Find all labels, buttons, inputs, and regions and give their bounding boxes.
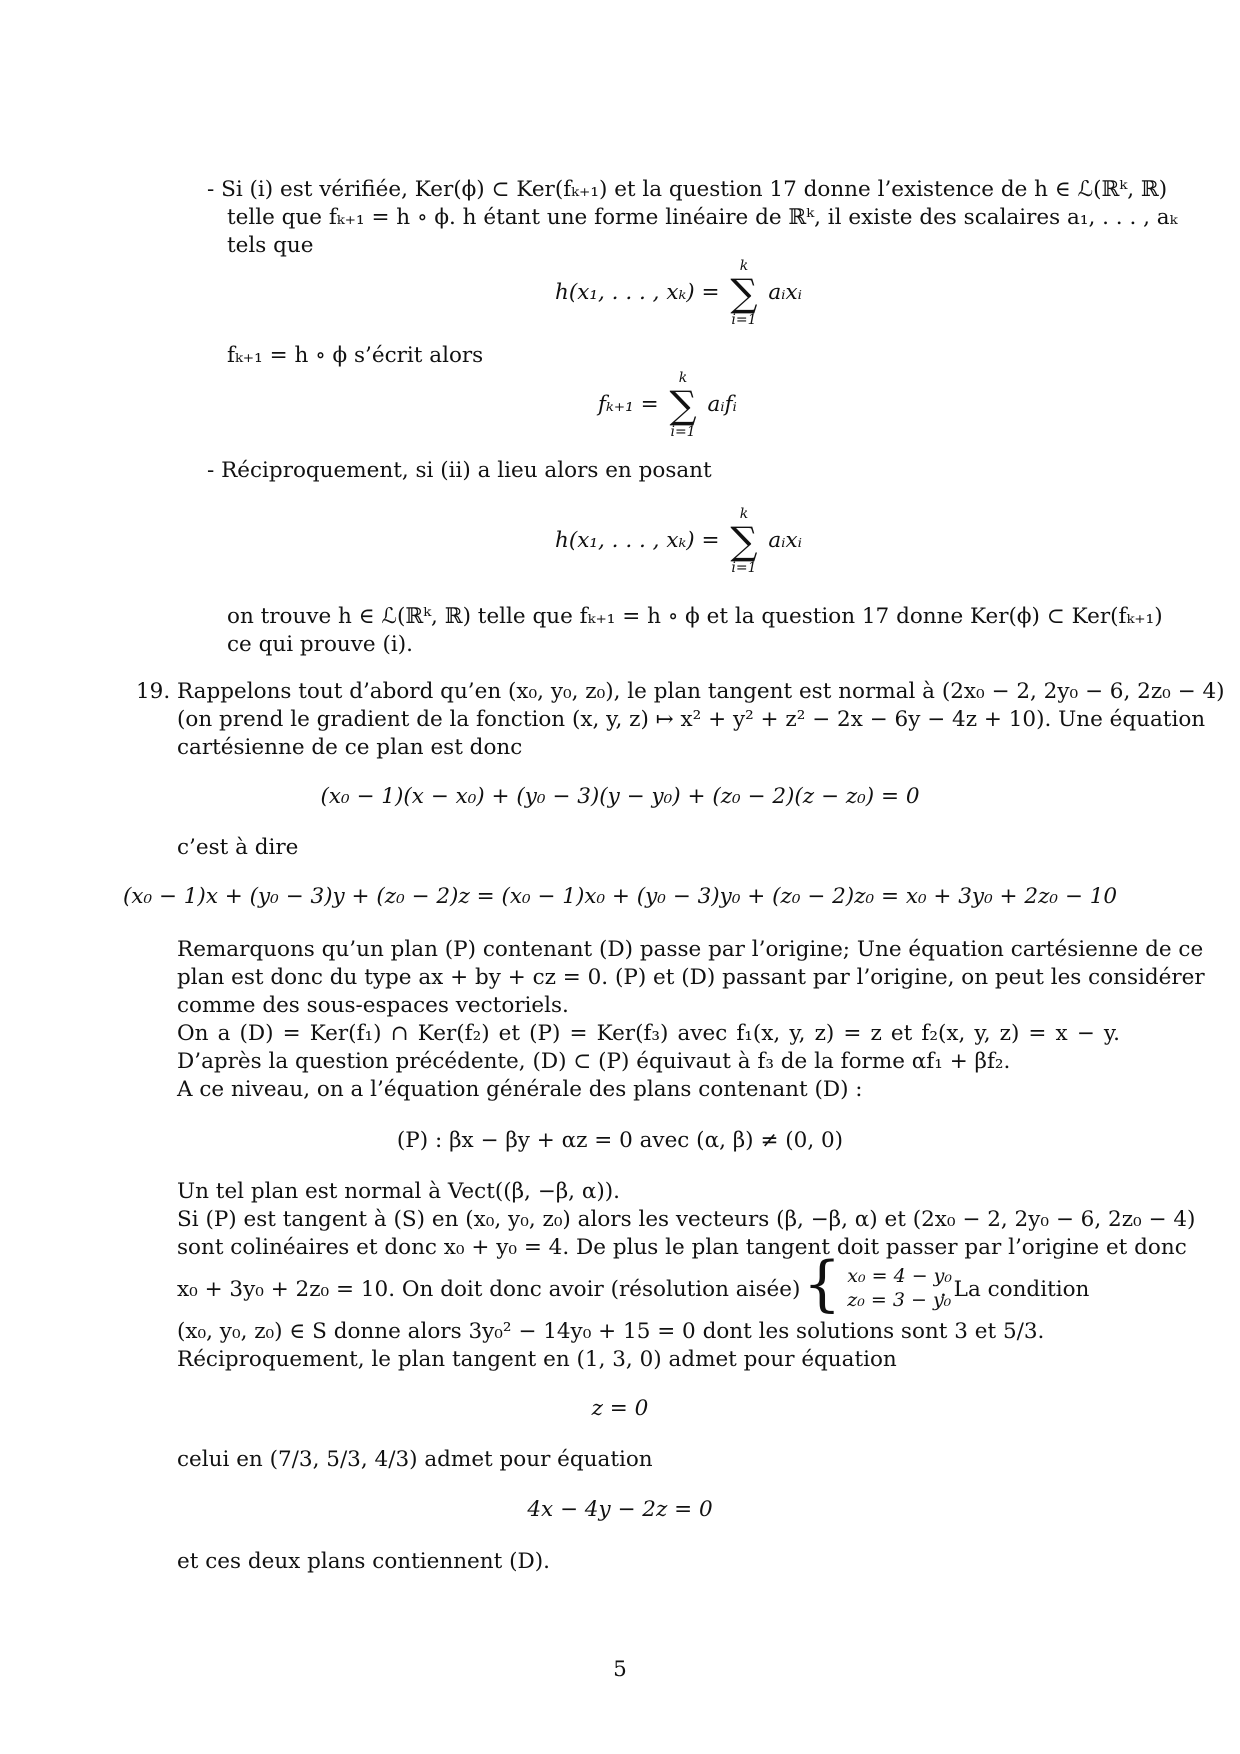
paragraph-line: - Si (i) est vérifiée, Ker(ϕ) ⊂ Ker(fₖ₊₁) et la question 17 donne l’existence de h ∈ ℒ(ℝᵏ, ℝ) [207, 177, 1168, 202]
paragraph-line: Réciproquement, le plan tangent en (1, 3, 0) admet pour équation [177, 1347, 897, 1372]
paragraph-line: on trouve h ∈ ℒ(ℝᵏ, ℝ) telle que fₖ₊₁ = h ∘ ϕ et la question 17 donne Ker(ϕ) ⊂ Ker(fₖ₊₁) [227, 604, 1163, 629]
paragraph-line: plan est donc du type ax + by + cz = 0. (P) et (D) passant par l’origine, on peut les considérer [177, 965, 1205, 990]
display-equation [555, 258, 802, 328]
paragraph-line: . La condition [940, 1277, 1090, 1302]
sum-term: aᵢxᵢ [768, 280, 802, 305]
paragraph-line: - Réciproquement, si (ii) a lieu alors en posant [207, 458, 712, 483]
equation-system [803, 1249, 953, 1319]
paragraph-line: Rappelons tout d’abord qu’en (x₀, y₀, z₀), le plan tangent est normal à (2x₀ − 2, 2y₀ − 6, 2z₀ − 4) [177, 679, 1225, 704]
system-rows [847, 1264, 952, 1312]
paragraph-line: Un tel plan est normal à Vect((β, −β, α)). [177, 1179, 620, 1204]
paragraph-line: celui en (7/3, 5/3, 4/3) admet pour équation [177, 1447, 653, 1472]
equation-lhs: h(x₁, . . . , xₖ) = [555, 280, 720, 305]
sum-operator: k ∑ i=1 [730, 506, 758, 576]
paragraph-line: sont colinéaires et donc x₀ + y₀ = 4. De plus le plan tangent doit passer par l’origine et donc [177, 1235, 1187, 1260]
paragraph-line: Remarquons qu’un plan (P) contenant (D) passe par l’origine; Une équation cartésienne de ce [177, 937, 1204, 962]
sum-operator: k ∑ i=1 [669, 370, 697, 440]
paragraph-line: comme des sous-espaces vectoriels. [177, 993, 569, 1018]
sum-lower: i=1 [731, 312, 757, 328]
paragraph-line: D’après la question précédente, (D) ⊂ (P) équivaut à f₃ de la forme αf₁ + βf₂. [177, 1049, 1011, 1074]
sum-term: aᵢfᵢ [707, 392, 737, 417]
paragraph-line: telle que fₖ₊₁ = h ∘ ϕ. h étant une forme linéaire de ℝᵏ, il existe des scalaires a₁, . . . , aₖ [227, 205, 1178, 230]
paragraph-line: cartésienne de ce plan est donc [177, 735, 523, 760]
paragraph-line: x₀ + 3y₀ + 2z₀ = 10. On doit donc avoir (résolution aisée) [177, 1277, 801, 1302]
question-number: 19. [136, 679, 171, 704]
display-equation [598, 370, 737, 440]
paragraph-line: On a (D) = Ker(f₁) ∩ Ker(f₂) et (P) = Ker(f₃) avec f₁(x, y, z) = z et f₂(x, y, z) = x − y. [177, 1021, 1120, 1046]
paragraph-line: c’est à dire [177, 835, 299, 860]
paragraph-line: ce qui prouve (i). [227, 632, 413, 657]
sum-upper: k [739, 506, 749, 522]
sum-operator: k ∑ i=1 [730, 258, 758, 328]
paragraph-line: (x₀, y₀, z₀) ∈ S donne alors 3y₀² − 14y₀ + 15 = 0 dont les solutions sont 3 et 5/3. [177, 1319, 1045, 1344]
paragraph-line: tels que [227, 233, 314, 258]
display-equation [555, 506, 802, 576]
left-brace: { [803, 1249, 842, 1319]
equation-lhs: h(x₁, . . . , xₖ) = [555, 528, 720, 553]
page-number: 5 [613, 1657, 627, 1682]
sum-term: aᵢxᵢ [768, 528, 802, 553]
display-equation: z = 0 [591, 1396, 649, 1421]
display-equation: (x₀ − 1)(x − x₀) + (y₀ − 3)(y − y₀) + (z₀ − 2)(z − z₀) = 0 [320, 784, 920, 809]
system-row: x₀ = 4 − y₀ [847, 1265, 953, 1287]
sum-lower: i=1 [670, 424, 696, 440]
paragraph-line: et ces deux plans contiennent (D). [177, 1549, 550, 1574]
display-equation: (x₀ − 1)x + (y₀ − 3)y + (z₀ − 2)z = (x₀ − 1)x₀ + (y₀ − 3)y₀ + (z₀ − 2)z₀ = x₀ + 3y₀ + 2z₀ − 10 [122, 884, 1118, 909]
equation-lhs: fₖ₊₁ = [598, 392, 659, 417]
paragraph-line: (on prend le gradient de la fonction (x, y, z) ↦ x² + y² + z² − 2x − 6y − 4z + 10). Une équation [177, 707, 1206, 732]
paragraph-line: fₖ₊₁ = h ∘ ϕ s’écrit alors [227, 343, 484, 368]
sum-upper: k [678, 370, 688, 386]
paragraph-line: A ce niveau, on a l’équation générale des plans contenant (D) : [177, 1077, 863, 1102]
display-equation: (P) : βx − βy + αz = 0 avec (α, β) ≠ (0, 0) [396, 1128, 844, 1153]
sum-upper: k [739, 258, 749, 274]
display-equation: 4x − 4y − 2z = 0 [527, 1497, 713, 1522]
sum-lower: i=1 [731, 560, 757, 576]
paragraph-line: Si (P) est tangent à (S) en (x₀, y₀, z₀) alors les vecteurs (β, −β, α) et (2x₀ − 2, 2y₀ − 6, 2z₀ − 4) [177, 1207, 1196, 1232]
system-row: z₀ = 3 − y₀ [847, 1289, 952, 1311]
